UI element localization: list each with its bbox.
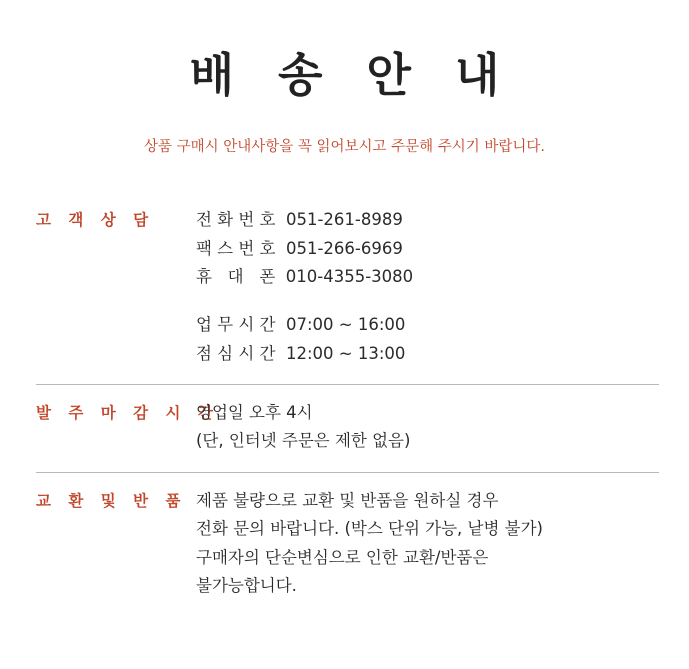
section-body xyxy=(196,399,659,456)
info-line: 영업일 오후 4시 xyxy=(196,403,313,422)
page-title: 배 송 안 내 xyxy=(189,47,514,102)
info-line: 불가능합니다. xyxy=(196,575,297,595)
page-subtitle: 상품 구매시 안내사항을 꼭 읽어보시고 주문해 주시기 바랍니다. xyxy=(143,139,546,156)
shipping-info-page xyxy=(0,31,689,669)
section-label: 고 객 상 담 xyxy=(36,211,155,230)
section-body xyxy=(196,206,659,368)
section-exchange-and-return xyxy=(36,472,659,617)
info-line: 전화 문의 바랍니다. (박스 단위 가능, 낱병 불가) xyxy=(196,519,543,539)
info-line: 팩 스 번 호 051-266-6969 xyxy=(196,238,403,258)
section-label: 발 주 마 감 시 간 xyxy=(36,404,219,422)
info-line: 업 무 시 간 07:00 ~ 16:00 xyxy=(196,315,406,335)
section-customer-service xyxy=(36,192,659,384)
info-line: 점 심 시 간 12:00 ~ 13:00 xyxy=(196,343,406,363)
info-line: 구매자의 단순변심으로 인한 교환/반품은 xyxy=(196,547,489,567)
info-line: 전 화 번 호 051-261-8989 xyxy=(196,210,403,230)
info-sections xyxy=(0,192,689,616)
section-label: 교 환 및 반 품 xyxy=(36,491,187,510)
section-body xyxy=(196,487,659,601)
section-order-cutoff-time xyxy=(36,384,659,472)
info-line: 휴 대 폰 010-4355-3080 xyxy=(196,266,414,286)
info-line: 제품 불량으로 교환 및 반품을 원하실 경우 xyxy=(196,490,499,510)
info-line: (단, 인터넷 주문은 제한 없음) xyxy=(196,431,411,451)
